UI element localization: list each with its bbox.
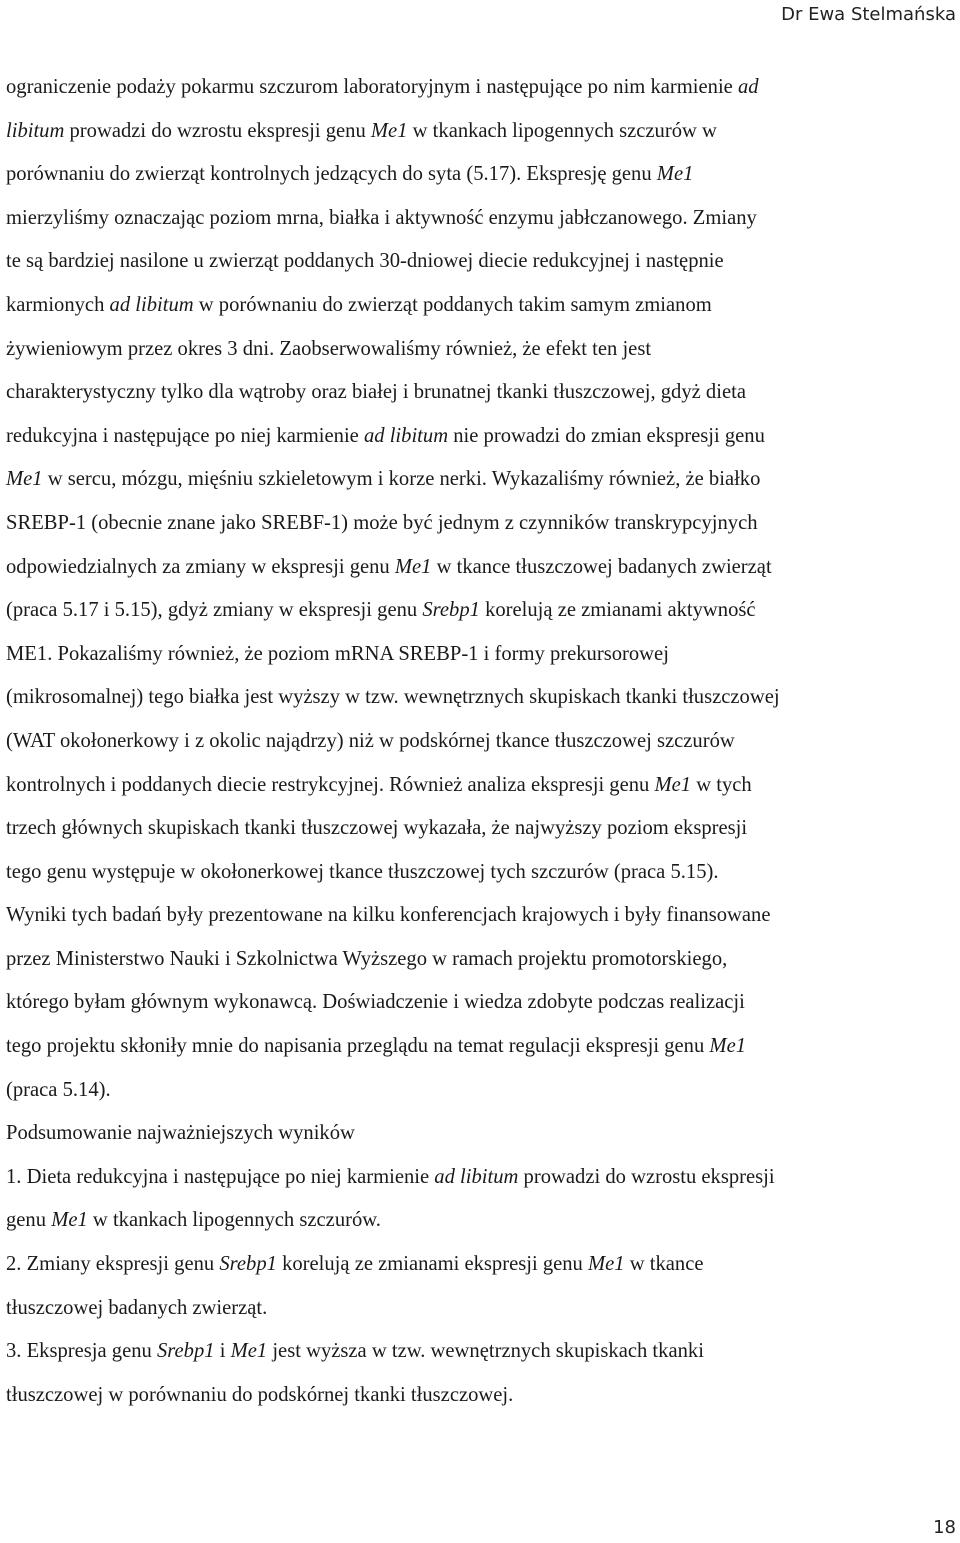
text-run: redukcyjna i następujące po niej karmienie [6,424,364,447]
text-run: korelują ze zmianami ekspresji genu [276,1253,589,1276]
text-line [6,284,954,328]
text-run: prowadzi do wzrostu ekspresji genu [64,119,371,142]
gene-name: Me1 [230,1340,268,1363]
text-run: jest wyższa w tzw. wewnętrznych skupiskach tkanki [267,1340,704,1363]
summary-item-2 [6,1243,954,1330]
text-line [6,153,954,197]
gene-name: Me1 [654,773,692,796]
text-run: w tkance tłuszczowej badanych zwierząt [431,555,772,578]
gene-name: Me1 [6,468,43,491]
text-line: mierzyliśmy oznaczając poziom mrna, białka i aktywność enzymu jabłczanowego. Zmiany [6,206,757,229]
text-line [6,1243,954,1287]
text-run: 2. Zmiany ekspresji genu [6,1253,220,1276]
text-line: (mikrosomalnej) tego białka jest wyższy w tzw. wewnętrznych skupiskach tkanki tłuszczowej [6,686,780,709]
text-line: (praca 5.14). [6,1078,111,1101]
text-line [6,764,954,808]
text-line [6,415,954,459]
text-line: tłuszczowej badanych zwierząt. [6,1296,268,1319]
gene-name: Me1 [588,1253,625,1276]
gene-name: Srebp1 [219,1253,277,1276]
text-run: w porównaniu do zwierząt poddanych takim samym zmianom [193,293,712,316]
summary-heading [6,1112,954,1156]
text-run: w tkankach lipogennych szczurów. [87,1209,381,1232]
text-run: tego projektu skłoniły mnie do napisania przeglądu na temat regulacji ekspresji genu [6,1035,710,1058]
text-run: i [214,1340,231,1363]
summary-item-1 [6,1156,954,1243]
text-line: SREBP-1 (obecnie znane jako SREBF-1) może być jednym z czynników transkrypcyjnych [6,511,758,534]
gene-name: Me1 [370,119,408,142]
gene-name: Me1 [394,555,432,578]
summary-item-3 [6,1330,954,1417]
text-run: nie prowadzi do zmian ekspresji genu [448,424,765,447]
gene-name: Me1 [51,1209,88,1232]
page-header-author: Dr Ewa Stelmańska [781,4,956,25]
text-line [6,546,954,590]
text-line: charakterystyczny tylko dla wątroby oraz białej i brunatnej tkanki tłuszczowej, gdyż dieta [6,381,746,404]
text-run: genu [6,1209,52,1232]
gene-name: Srebp1 [156,1340,215,1363]
text-line [6,1330,954,1374]
gene-name: Me1 [656,163,694,186]
text-run: ograniczenie podaży pokarmu szczurom laboratoryjnym i następujące po nim karmienie [6,76,738,98]
text-line: (WAT okołonerkowy i z okolic najądrzy) niż w podskórnej tkance tłuszczowej szczurów [6,729,735,752]
page-number: 18 [933,1517,956,1538]
text-line: którego byłam głównym wykonawcą. Doświadczenie i wiedza zdobyte podczas realizacji [6,991,745,1014]
italic-term: libitum [6,119,65,142]
text-run: w sercu, mózgu, mięśniu szkieletowym i korze nerki. Wykazaliśmy również, że białko [42,468,761,491]
text-line: Wyniki tych badań były prezentowane na kilku konferencjach krajowych i były finansowane [6,904,771,927]
text-line [6,110,954,154]
text-line [6,458,954,502]
italic-term: ad libitum [363,424,449,447]
gene-name: Me1 [709,1035,747,1058]
text-line: tłuszczowej w porównaniu do podskórnej tkanki tłuszczowej. [6,1383,514,1406]
text-line [6,589,954,633]
text-run: prowadzi do wzrostu ekspresji [518,1165,775,1188]
text-run: karmionych [6,293,110,316]
text-line: żywieniowym przez okres 3 dni. Zaobserwowaliśmy również, że efekt ten jest [6,337,652,360]
text-run: odpowiedzialnych za zmiany w ekspresji genu [6,555,395,578]
text-run: porównaniu do zwierząt kontrolnych jedzących do syta (5.17). Ekspresję genu [6,163,657,186]
document-body [6,66,954,1417]
text-run: w tkance [624,1253,704,1276]
body-paragraph [6,66,954,1112]
text-line [6,1199,954,1243]
text-line [6,66,954,110]
italic-term: ad libitum [434,1165,519,1188]
text-run: 1. Dieta redukcyjna i następujące po niej karmienie [6,1165,435,1188]
text-line [6,1156,954,1200]
text-run: w tkankach lipogennych szczurów w [407,119,717,142]
text-line: trzech głównych skupiskach tkanki tłuszczowej wykazała, że najwyższy poziom ekspresji [6,817,748,840]
text-line [6,1025,954,1069]
text-line: tego genu występuje w okołonerkowej tkance tłuszczowej tych szczurów (praca 5.15). [6,860,719,883]
text-line: Podsumowanie najważniejszych wyników [6,1122,355,1145]
italic-term: ad [737,76,759,98]
gene-name: Srebp1 [422,599,480,622]
italic-term: ad libitum [109,293,194,316]
text-run: korelują ze zmianami aktywność [479,599,756,622]
text-run: w tych [691,773,752,796]
text-line: te są bardziej nasilone u zwierząt poddanych 30-dniowej diecie redukcyjnej i następnie [6,250,724,273]
text-run: kontrolnych i poddanych diecie restrykcyjnej. Również analiza ekspresji genu [6,773,655,796]
text-line: ME1. Pokazaliśmy również, że poziom mRNA SREBP-1 i formy prekursorowej [6,642,669,665]
text-run: 3. Ekspresja genu [6,1340,157,1363]
text-line: przez Ministerstwo Nauki i Szkolnictwa Wyższego w ramach projektu promotorskiego, [6,947,728,970]
text-run: (praca 5.17 i 5.15), gdyż zmiany w ekspresji genu [6,599,423,622]
